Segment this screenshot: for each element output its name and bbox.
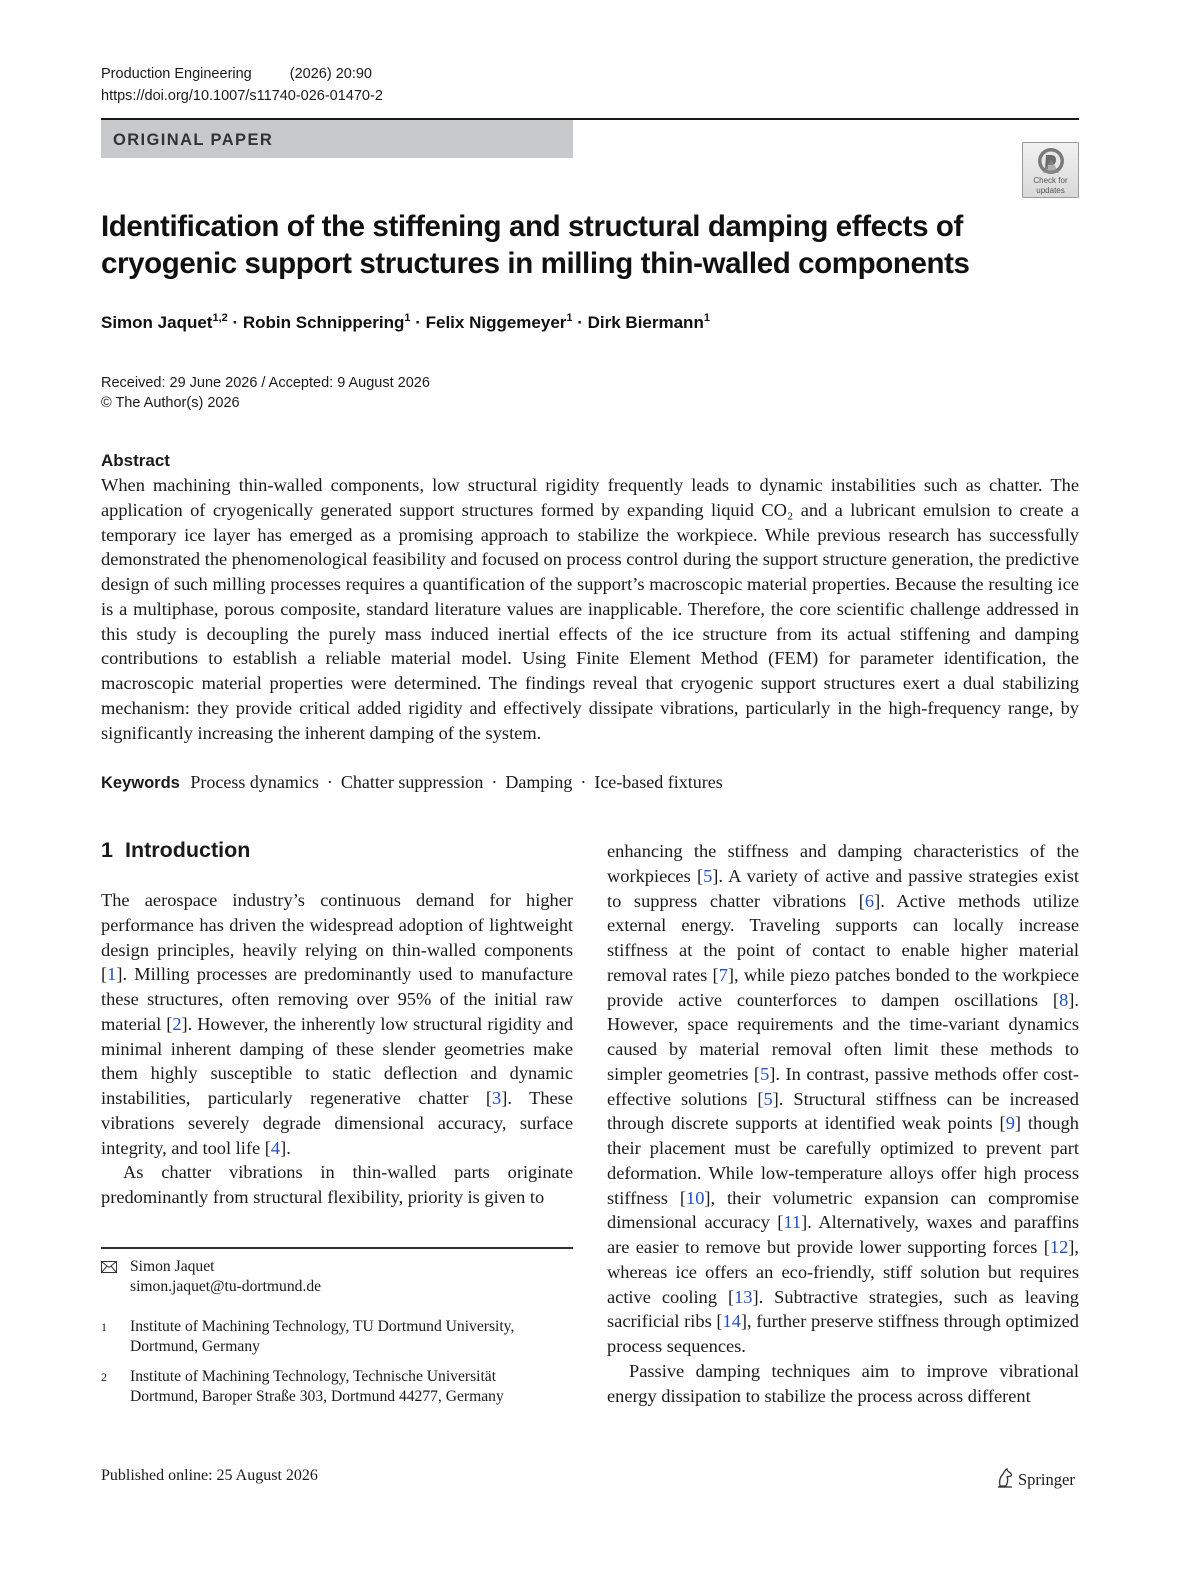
- author-list: [101, 311, 710, 335]
- check-for-updates-icon: [1034, 146, 1068, 176]
- published-online: Published online: 25 August 2026: [101, 1467, 318, 1484]
- citation-link[interactable]: 1: [107, 964, 117, 985]
- affiliation-line: Dortmund, Germany: [130, 1338, 260, 1355]
- author-affiliation: 1: [703, 312, 710, 324]
- author-affiliation: 1: [404, 312, 411, 324]
- keyword-item: Damping: [505, 772, 573, 792]
- citation-link[interactable]: 9: [1005, 1113, 1015, 1134]
- check-updates-line2: updates: [1036, 185, 1065, 195]
- citation-link[interactable]: 10: [686, 1187, 705, 1208]
- journal-name: Production Engineering: [101, 66, 252, 82]
- author-name[interactable]: Felix Niggemeyer: [425, 313, 567, 332]
- envelope-icon: [101, 1259, 117, 1279]
- citation-link[interactable]: 4: [270, 1137, 281, 1158]
- affiliation-line: Institute of Machining Technology, Technische Universität: [130, 1368, 497, 1385]
- publisher-name: Springer: [1018, 1470, 1075, 1489]
- copyright-notice: © The Author(s) 2026: [101, 395, 240, 411]
- section-number: 1: [101, 838, 113, 862]
- journal-header: [101, 64, 372, 84]
- springer-horse-icon: [996, 1468, 1014, 1488]
- citation-link[interactable]: 6: [864, 890, 875, 911]
- author-name[interactable]: Simon Jaquet: [101, 313, 213, 332]
- corresponding-author-email[interactable]: simon.jaquet@tu-dortmund.de: [130, 1278, 322, 1295]
- citation-link[interactable]: 2: [172, 1013, 182, 1034]
- journal-volume: (2026) 20:90: [289, 66, 372, 82]
- citation-link[interactable]: 13: [734, 1286, 753, 1307]
- keyword-separator: ·: [326, 772, 333, 792]
- paper-title: [101, 208, 1001, 282]
- affiliation-line: Institute of Machining Technology, TU Dortmund University,: [130, 1318, 515, 1335]
- citation-link[interactable]: 5: [703, 865, 713, 886]
- author-name[interactable]: Robin Schnippering: [242, 313, 405, 332]
- title-line-2: cryogenic support structures in milling thin-walled components: [101, 247, 970, 280]
- author-affiliation: 1: [566, 312, 573, 324]
- citation-link[interactable]: 5: [763, 1088, 773, 1109]
- citation-link[interactable]: 14: [722, 1311, 741, 1332]
- section-heading: [101, 836, 250, 864]
- corresponding-author-name: Simon Jaquet: [130, 1258, 215, 1275]
- paper-type-label: ORIGINAL PAPER: [101, 120, 573, 158]
- author-affiliation: 1,2: [212, 312, 228, 324]
- publisher-logo: [996, 1468, 1075, 1491]
- author-separator: ·: [572, 313, 588, 332]
- citation-link[interactable]: 3: [492, 1088, 502, 1108]
- affiliation-mark: 2: [101, 1370, 107, 1384]
- right-column: [607, 839, 1079, 1408]
- doi-link[interactable]: https://doi.org/10.1007/s11740-026-01470-2: [101, 88, 383, 104]
- keywords: [101, 770, 723, 795]
- keyword-separator: ·: [580, 772, 587, 792]
- section-title: Introduction: [124, 838, 251, 862]
- check-updates-line1: Check for: [1033, 176, 1068, 185]
- citation-link[interactable]: 12: [1049, 1237, 1069, 1257]
- paragraph: The aerospace industry’s continuous demand for higher performance has driven the widespread adoption of lightweight design principles, heavily relying on thin-walled components [1]. Milling processes are predominantly used to manufacture these structures, often removing over 95% of the initial raw material [2]. However, the inherently low structural rigidity and minimal inherent damping of these slender geometries make them highly susceptible to static deflection and dynamic instabilities, particularly regenerative chatter [3]. These vibrations severely degrade dimensional accuracy, surface integrity, and tool life [4].: [101, 890, 574, 1158]
- title-line-1: Identification of the stiffening and structural damping effects of: [101, 210, 963, 243]
- paragraph: As chatter vibrations in thin-walled parts originate predominantly from structural flexibility, priority is given to: [101, 1162, 573, 1207]
- keyword-separator: ·: [491, 772, 498, 792]
- keywords-label: Keywords: [101, 774, 180, 792]
- affiliation-mark: 1: [101, 1320, 107, 1334]
- citation-link[interactable]: 5: [760, 1063, 770, 1084]
- paragraph: Passive damping techniques aim to improve vibrational energy dissipation to stabilize the process across different: [607, 1360, 1079, 1406]
- citation-link[interactable]: 8: [1059, 989, 1069, 1010]
- article-dates: [101, 373, 430, 413]
- citation-link[interactable]: 11: [783, 1212, 802, 1233]
- affiliation-line: Dortmund, Baroper Straße 303, Dortmund 44277, Germany: [130, 1388, 504, 1405]
- author-separator: ·: [227, 313, 243, 332]
- author-separator: ·: [410, 313, 426, 332]
- paragraph: enhancing the stiffness and damping characteristics of the workpieces [5]. A variety of active and passive strategies exist to suppress chatter vibrations [6]. Active methods utilize external energy. Traveling supports can locally increase stiffness at the point of contact to enable higher material removal rates [7], while piezo patches bonded to the workpiece provide active counterforces to dampen oscillations [8]. However, space requirements and the time-variant dynamics caused by material removal often limit these methods to simpler geometries [5]. In contrast, passive methods offer cost-effective solutions [5]. Structural stiffness can be increased through discrete supports at identified weak points [9] though their placement must be carefully optimized to prevent part deformation. While low-temperature alloys offer high process stiffness [10], their volumetric expansion can compromise dimensional accuracy [11]. Alternatively, waxes and paraffins are easier to remove but provide lower supporting forces [12], whereas ice offers an eco-friendly, stiff solution but requires active cooling [13]. Subtractive strategies, such as leaving sacrificial ribs [14], further preserve stiffness through optimized process sequences.: [607, 841, 1080, 1356]
- left-column: [101, 888, 573, 1210]
- keyword-item: Process dynamics: [190, 772, 319, 792]
- received-accepted-dates: Received: 29 June 2026 / Accepted: 9 August 2026: [101, 375, 430, 391]
- citation-link[interactable]: 7: [718, 964, 728, 985]
- author-name[interactable]: Dirk Biermann: [587, 313, 704, 332]
- keyword-item: Chatter suppression: [340, 772, 484, 792]
- check-for-updates-badge[interactable]: [1022, 142, 1079, 198]
- abstract-heading: Abstract: [101, 451, 170, 470]
- keyword-item: Ice-based fixtures: [594, 772, 723, 792]
- abstract-text: When machining thin-walled components, low structural rigidity frequently leads to dynamic instabilities such as chatter. The application of cryogenically generated support structures formed by expanding liquid CO₂ and a lubricant emulsion to create a temporary ice layer has emerged as a promising approach to stabilize the workpiece. While previous research has successfully demonstrated the phenomenological feasibility and focused on process control during the support structure generation, the predictive design of such milling processes requires a quantification of the support’s macroscopic material properties. Because the resulting ice is a multiphase, porous composite, standard literature values are inapplicable. Therefore, the core scientific challenge addressed in this study is decoupling the purely mass induced inertial effects of the ice structure from its actual stiffening and damping contributions to establish a reliable material model. Using Finite Element Method (FEM) for parameter identification, the macroscopic material properties were determined. The findings reveal that cryogenic support structures exert a dual stabilizing mechanism: they provide critical added rigidity and effectively dissipate vibrations, particularly in the high-frequency range, by significantly increasing the inherent damping of the system.: [101, 475, 1079, 743]
- footnote-rule: [101, 1247, 573, 1249]
